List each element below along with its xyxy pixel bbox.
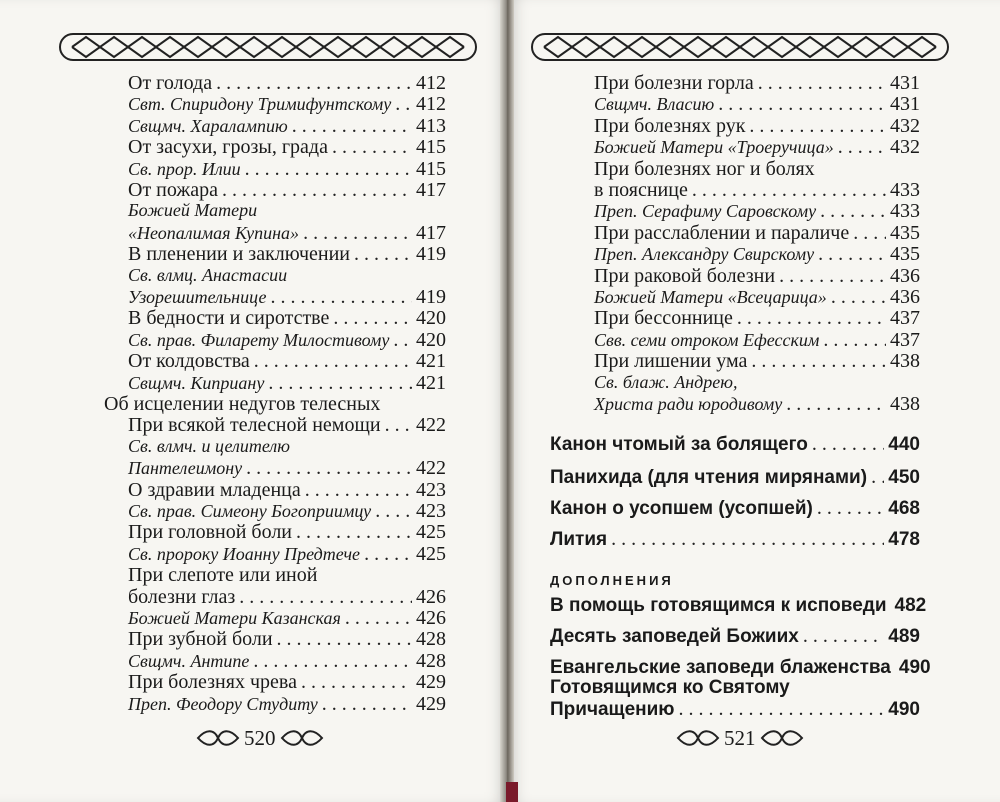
toc-entry-page: 413	[416, 114, 446, 137]
toc-entry	[594, 307, 920, 330]
toc-entry	[594, 93, 920, 116]
leader-dots	[871, 466, 884, 489]
toc-entry-title: Десять заповедей Божиих	[550, 626, 799, 647]
toc-entry-title: «Неопалимая Купина»	[128, 222, 300, 243]
toc-entry	[594, 222, 920, 245]
leader-dots	[818, 243, 886, 266]
toc-entry-title: От колдовства	[128, 350, 250, 373]
toc-entry-page: 468	[888, 498, 920, 519]
leader-dots	[254, 350, 412, 373]
leader-dots	[803, 625, 884, 648]
supplement-heading: ДОПОЛНЕНИЯ	[550, 573, 674, 588]
ornament-icon	[196, 727, 240, 749]
toc-entry-title: При расслаблении и параличе	[594, 221, 850, 244]
toc-entry	[550, 497, 920, 520]
leader-dots	[838, 136, 886, 159]
toc-entry	[550, 625, 920, 648]
leader-dots	[305, 479, 412, 502]
toc-entry-title: При болезнях рук	[594, 114, 746, 137]
toc-entry-title: При бессоннице	[594, 307, 733, 330]
leader-dots	[296, 521, 412, 544]
leader-dots	[245, 158, 412, 181]
toc-entry-page: 482	[894, 595, 927, 616]
toc-entry-page: 478	[888, 529, 920, 550]
toc-entry-title: При зубной боли	[128, 628, 273, 651]
toc-entry-title: Христа ради юродивому	[594, 394, 783, 414]
toc-entry-page: 433	[890, 200, 920, 223]
leader-dots	[831, 286, 886, 309]
toc-entry-page: 431	[890, 72, 920, 94]
leader-dots	[395, 93, 412, 116]
toc-entry-page: 437	[890, 328, 920, 351]
leader-dots	[303, 222, 412, 245]
leader-dots	[820, 200, 886, 223]
toc-entry	[128, 436, 446, 457]
toc-entry-title: Божией Матери «Троеручица»	[594, 137, 834, 158]
toc-entry	[550, 594, 927, 617]
toc-entry	[128, 329, 446, 352]
toc-entry-title: Свщмч. Власию	[594, 94, 715, 115]
toc-entry	[550, 528, 920, 551]
toc-entry-title: Евангельские заповеди блаженства	[550, 657, 891, 678]
toc-entry	[128, 72, 446, 95]
toc-entry-title: Свщмч. Киприану	[128, 372, 265, 393]
toc-entry-title: При болезни горла	[594, 72, 754, 94]
toc-entry-title: От пожара	[128, 179, 218, 201]
toc-entry-page: 429	[416, 671, 446, 694]
toc-entry-page: 431	[890, 93, 920, 116]
toc-entry	[594, 158, 920, 181]
toc-entry	[594, 179, 920, 202]
toc-entry-title: Преп. Серафиму Саровскому	[594, 201, 817, 222]
toc-entry	[128, 479, 446, 502]
toc-entry-title: Св. влмц. Анастасии	[128, 264, 288, 285]
toc-entry	[128, 307, 446, 330]
leader-dots	[812, 433, 884, 456]
leader-dots	[749, 115, 886, 138]
toc-entry	[594, 115, 920, 138]
toc-entry	[594, 136, 920, 159]
toc-entry-title: Божией Матери «Всецарица»	[594, 287, 827, 307]
toc-entry	[594, 200, 920, 223]
toc-entry-title: Св. влмч. и целителю	[128, 435, 290, 456]
toc-entry	[550, 677, 920, 699]
toc-entry	[550, 433, 920, 456]
toc-entry-page: 436	[890, 264, 920, 287]
toc-entry	[128, 543, 446, 566]
toc-entry-title: О здравии младенца	[128, 478, 301, 501]
toc-entry-title: Свт. Спиридону Тримифунтскому	[128, 94, 392, 115]
toc-entry-title: При всякой телесной немощи	[128, 414, 381, 437]
toc-entry-page: 425	[416, 521, 446, 544]
toc-entry	[594, 329, 920, 352]
toc-entry-title: От голода	[128, 72, 213, 94]
leader-dots	[751, 350, 886, 373]
leader-dots	[277, 628, 412, 651]
toc-entry	[128, 586, 446, 609]
toc-entry-title: Свв. семи отроком Ефесским	[594, 329, 820, 350]
leader-dots	[692, 179, 886, 202]
toc-entry	[128, 564, 446, 587]
toc-entry	[128, 372, 446, 395]
toc-entry-page: 420	[416, 307, 446, 330]
leader-dots	[253, 650, 412, 673]
leader-dots	[786, 393, 886, 416]
toc-entry-title: Канон о усопшем (усопшей)	[550, 498, 813, 519]
toc-entry	[594, 372, 920, 393]
toc-entry-title: Св. прав. Филарету Милостивому	[128, 329, 390, 350]
toc-entry-title: Об исцелении недугов телесных	[104, 393, 381, 415]
toc-entry-title: Преп. Александру Свирскому	[594, 244, 815, 265]
toc-entry-title: Божией Матери Казанская	[128, 608, 341, 628]
right-page-number-block	[676, 724, 804, 752]
toc-entry-page: 433	[890, 179, 920, 201]
leader-dots	[823, 329, 886, 352]
toc-entry-page: 419	[416, 243, 446, 266]
leader-dots	[246, 457, 412, 480]
toc-entry	[594, 243, 920, 266]
toc-entry	[128, 650, 446, 673]
toc-entry-title: При болезнях ног и болях	[594, 157, 815, 180]
toc-entry	[594, 393, 920, 416]
leader-dots	[779, 265, 886, 288]
leader-dots	[354, 243, 412, 266]
toc-entry-title: Панихида (для чтения мирянами)	[550, 467, 868, 488]
toc-entry-page: 432	[890, 136, 920, 159]
ornament-icon	[760, 727, 804, 749]
leader-dots	[271, 286, 412, 309]
leader-dots	[222, 179, 412, 202]
toc-entry-title: При раковой болезни	[594, 264, 776, 287]
left-page-number-block	[196, 724, 324, 752]
toc-entry-title: Пантелеимону	[128, 458, 243, 479]
leader-dots	[611, 528, 884, 551]
toc-entry-title: Готовящимся ко Святому	[550, 677, 790, 698]
toc-entry	[550, 656, 931, 679]
toc-entry	[128, 693, 446, 716]
leader-dots	[393, 329, 412, 352]
toc-entry-page: 425	[416, 542, 446, 565]
toc-entry-title: болезни глаз	[128, 585, 236, 608]
leader-dots	[333, 307, 412, 330]
toc-entry	[128, 136, 446, 159]
toc-entry-page: 422	[416, 414, 446, 437]
toc-entry-page: 435	[890, 221, 920, 244]
toc-entry-title: Св. прав. Симеону Богоприимцу	[128, 501, 372, 521]
toc-entry-title: Лития	[550, 529, 608, 550]
left-page-number: 520	[244, 725, 276, 750]
toc-entry-title: Канон чтомый за болящего	[550, 434, 808, 455]
toc-entry-page: 432	[890, 114, 920, 137]
toc-entry	[550, 466, 920, 489]
toc-entry-title: Св. пророку Иоанну Предтече	[128, 543, 361, 564]
toc-entry-title: В пленении и заключении	[128, 243, 350, 266]
toc-entry-title: Свщмч. Антипе	[128, 650, 250, 671]
toc-entry	[594, 72, 920, 95]
toc-entry-title: Преп. Феодору Студиту	[128, 693, 318, 714]
toc-entry	[128, 457, 446, 480]
toc-entry	[128, 115, 446, 138]
toc-entry-title: в пояснице	[594, 179, 688, 201]
toc-entry-title: Св. блаж. Андрею,	[594, 371, 738, 392]
toc-entry-title: Свщмч. Харалампию	[128, 115, 288, 136]
right-page	[508, 0, 1000, 802]
toc-entry-title: Св. прор. Илии	[128, 158, 241, 179]
toc-entry-page: 415	[416, 157, 446, 180]
toc-entry-title: При слепоте или иной	[128, 564, 318, 587]
toc-entry-page: 450	[888, 467, 920, 488]
toc-entry-page: 417	[416, 179, 446, 201]
toc-entry-title: При головной боли	[128, 521, 293, 544]
leader-dots	[268, 372, 412, 395]
toc-entry-page: 438	[890, 393, 920, 415]
toc-entry-page: 419	[416, 286, 446, 308]
toc-entry-page: 421	[416, 371, 446, 394]
leader-dots	[332, 136, 412, 159]
toc-entry	[128, 286, 446, 309]
toc-entry-title: При лишении ума	[594, 350, 748, 373]
toc-entry	[594, 350, 920, 373]
toc-entry-page: 437	[890, 307, 920, 330]
toc-entry-page: 489	[888, 626, 920, 647]
ornament-icon	[280, 727, 324, 749]
toc-entry-page: 423	[416, 478, 446, 501]
toc-entry	[550, 698, 920, 721]
toc-entry-page: 423	[416, 500, 446, 522]
toc-entry-page: 426	[416, 585, 446, 608]
toc-entry-page: 422	[416, 457, 446, 480]
toc-entry-title: В помощь готовящимся к исповеди	[550, 595, 887, 616]
toc-entry-page: 440	[888, 434, 920, 455]
leader-dots	[301, 671, 412, 694]
toc-entry-page: 429	[416, 692, 446, 715]
leader-dots	[239, 586, 412, 609]
toc-entry-page: 438	[890, 350, 920, 373]
toc-entry	[128, 222, 446, 245]
toc-entry	[128, 243, 446, 266]
toc-entry	[128, 671, 446, 694]
toc-entry	[128, 521, 446, 544]
toc-entry-title: Узорешительнице	[128, 287, 267, 307]
leader-dots	[364, 543, 412, 566]
leader-dots	[292, 115, 412, 138]
toc-entry-page: 412	[416, 93, 446, 116]
toc-entry	[594, 286, 920, 309]
toc-entry-title: В бедности и сиротстве	[128, 307, 330, 330]
book-gutter	[500, 0, 514, 802]
right-page-number: 521	[724, 725, 756, 750]
leader-dots	[216, 72, 412, 95]
toc-entry-page: 420	[416, 328, 446, 351]
toc-entry	[128, 414, 446, 437]
toc-entry-title: От засухи, грозы, града	[128, 136, 328, 159]
toc-entry-page: 428	[416, 649, 446, 672]
toc-entry	[128, 628, 446, 651]
toc-entry-page: 490	[898, 657, 931, 678]
leader-dots	[853, 222, 886, 245]
headband	[506, 782, 518, 802]
leader-dots	[345, 607, 412, 630]
leader-dots	[375, 500, 412, 523]
toc-entry-title: Божией Матери	[128, 200, 258, 221]
toc-entry	[128, 200, 446, 221]
toc-entry-page: 415	[416, 136, 446, 159]
toc-entry-page: 426	[416, 607, 446, 629]
toc-entry	[128, 607, 446, 630]
toc-entry	[594, 265, 920, 288]
toc-entry-page: 417	[416, 221, 446, 244]
toc-entry	[128, 93, 446, 116]
toc-entry-page: 412	[416, 72, 446, 94]
leader-dots	[817, 497, 884, 520]
toc-entry	[128, 158, 446, 181]
toc-entry-page: 428	[416, 628, 446, 651]
leader-dots	[679, 698, 885, 721]
leader-dots	[758, 72, 886, 95]
leader-dots	[737, 307, 886, 330]
toc-entry-page: 436	[890, 286, 920, 308]
toc-entry-title: Причащению	[550, 699, 675, 720]
ornament-icon	[676, 727, 720, 749]
toc-entry	[128, 265, 446, 286]
leader-dots	[385, 414, 412, 437]
ornament-border-left	[58, 28, 478, 66]
toc-entry-page: 421	[416, 350, 446, 373]
toc-entry-page: 490	[888, 699, 920, 720]
toc-entry	[128, 179, 446, 202]
toc-entry	[104, 393, 446, 416]
toc-entry-page: 435	[890, 243, 920, 266]
leader-dots	[718, 93, 886, 116]
leader-dots	[322, 693, 412, 716]
ornament-border-right	[530, 28, 950, 66]
toc-entry	[128, 350, 446, 373]
toc-entry	[128, 500, 446, 523]
toc-entry-title: При болезнях чрева	[128, 671, 297, 694]
